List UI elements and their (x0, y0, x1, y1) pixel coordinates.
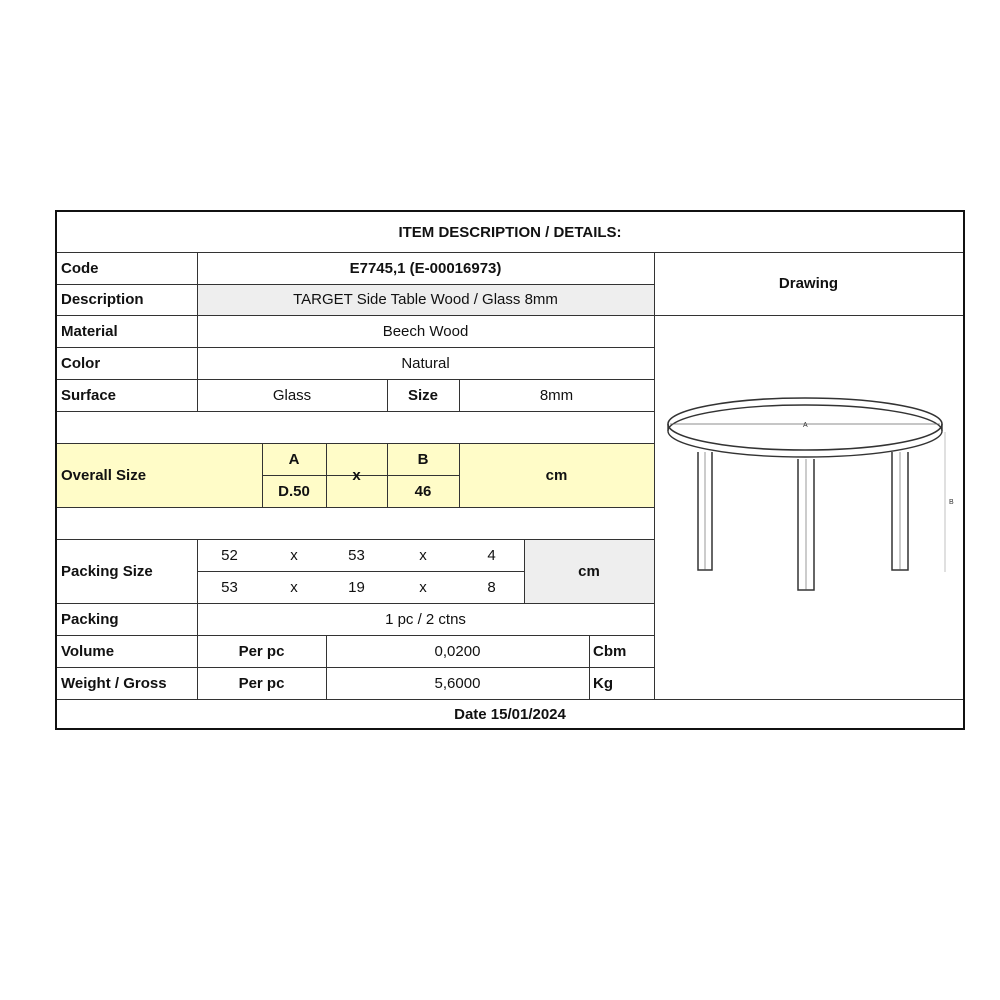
rule (654, 252, 655, 699)
overall-b-header: B (417, 450, 429, 468)
code-value: E7745,1 (E-00016973) (349, 259, 502, 277)
dimension-b-label: B (949, 499, 954, 506)
drawing-label: Drawing (778, 275, 839, 292)
rule (57, 507, 654, 508)
packing-r1-c3: 4 (487, 546, 496, 564)
weight-basis: Per pc (238, 674, 285, 692)
overall-size-label: Overall Size (61, 466, 147, 484)
code-label: Code (61, 259, 99, 277)
size-value: 8mm (539, 386, 574, 404)
dimension-a-label: A (803, 422, 808, 429)
surface-value: Glass (272, 386, 312, 404)
packing-label: Packing (61, 610, 119, 628)
packing-r1-c2: 53 (348, 546, 365, 564)
packing-r2-x2: x (419, 578, 427, 596)
color-value: Natural (401, 354, 450, 372)
overall-unit: cm (545, 466, 568, 484)
description-label: Description (61, 291, 144, 308)
volume-unit: Cbm (593, 642, 627, 660)
volume-value: 0,0200 (434, 642, 481, 660)
description-value: TARGET Side Table Wood / Glass 8mm (293, 291, 558, 308)
overall-a-value: D.50 (278, 482, 310, 500)
overall-a-header: A (288, 450, 300, 468)
color-label: Color (61, 354, 101, 372)
packing-r2-x1: x (290, 578, 298, 596)
packing-r1-x2: x (419, 546, 427, 564)
rule (57, 411, 654, 412)
weight-value: 5,6000 (434, 674, 481, 692)
volume-basis: Per pc (238, 642, 285, 660)
overall-b-value: 46 (414, 482, 432, 500)
spec-sheet (55, 210, 965, 730)
weight-unit: Kg (593, 674, 613, 692)
packing-size-label: Packing Size (61, 562, 153, 580)
packing-r2-c2: 19 (348, 578, 365, 596)
packing-r1-c1: 52 (221, 546, 238, 564)
size-label: Size (407, 386, 438, 404)
overall-x: x (352, 466, 361, 484)
packing-unit: cm (578, 562, 600, 580)
material-value: Beech Wood (382, 322, 469, 340)
packing-value: 1 pc / 2 ctns (385, 610, 466, 628)
table-legs (698, 452, 908, 590)
packing-r2-c1: 53 (221, 578, 238, 596)
volume-label: Volume (61, 642, 115, 660)
table-drawing (662, 392, 962, 617)
sheet-title: ITEM DESCRIPTION / DETAILS: (398, 223, 622, 241)
date-footer: Date 15/01/2024 (454, 705, 566, 723)
surface-label: Surface (61, 386, 117, 404)
material-label: Material (61, 322, 118, 340)
packing-r1-x1: x (290, 546, 298, 564)
packing-r2-c3: 8 (487, 578, 496, 596)
weight-label: Weight / Gross (61, 674, 167, 692)
